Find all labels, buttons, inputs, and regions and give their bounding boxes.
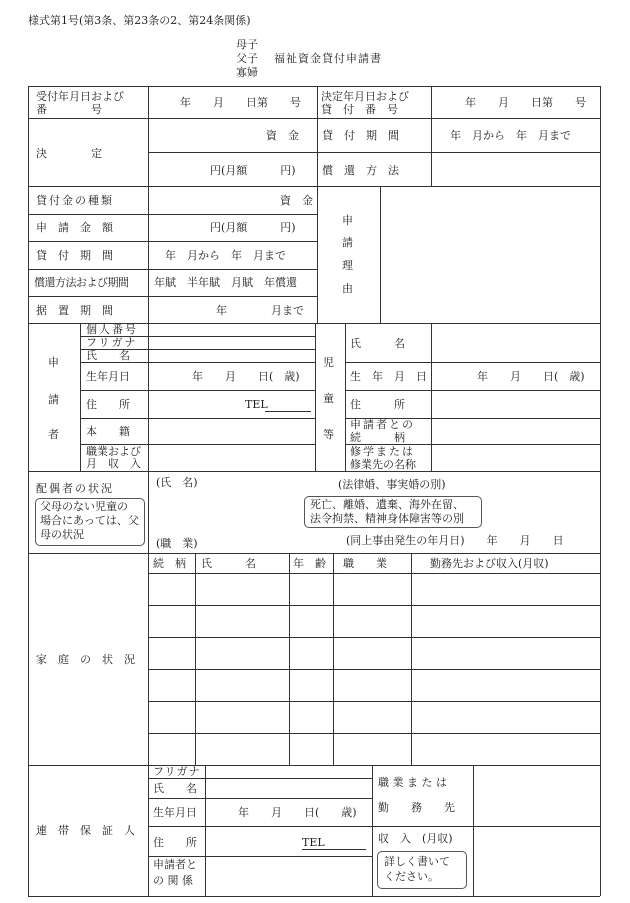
spouse-marriage: (法律婚、事実婚の別) [338, 478, 446, 491]
receipt-label-2: 番 号 [36, 103, 102, 116]
decision-label-2: 貸 付 番 号 [321, 103, 398, 116]
guarantor-detail-1: 詳しく書いて [384, 855, 450, 868]
guarantor-job-2: 勤 務 先 [378, 801, 455, 814]
family-label: 家 庭 の 状 況 [36, 653, 135, 666]
guarantor-income: 収 入 (月収) [378, 832, 453, 845]
guarantor-label: 連 帯 保 証 人 [36, 824, 135, 837]
applicant-birthdate: 生年月日 [86, 370, 130, 383]
loan-repay-value: 年賦 半年賦 月賦 年償還 [154, 276, 297, 289]
spouse-label: 配偶者の状況 [36, 482, 114, 495]
child-side-3: 等 [323, 428, 334, 441]
family-header-relation: 続 柄 [153, 557, 186, 570]
applicant-tel: TEL [245, 398, 268, 411]
loan-type-value: 資 金 [280, 194, 313, 207]
loan-period-label: 貸 付 期 間 [36, 249, 113, 262]
child-school-1: 修学または [350, 445, 415, 458]
spouse-note-2: 場合にあっては、父 [40, 514, 139, 527]
loan-defer-label: 据 置 期 間 [36, 304, 113, 317]
loan-defer-value: 年 月まで [216, 304, 304, 317]
form-title: 福祉資金貸付申請書 [274, 52, 382, 65]
loan-repay-label: 償還方法および期間 [34, 276, 129, 289]
applicant-address: 住 所 [86, 398, 130, 411]
applicant-birth-value: 年 月 日( 歳) [192, 370, 300, 383]
child-relation-1: 申請者との [350, 418, 415, 431]
decision-label-1: 決定年月日および [321, 90, 409, 103]
applicant-personal-number: 個人番号 [86, 323, 138, 336]
applicant-furigana: フリガナ [86, 336, 138, 349]
loan-amount-value: 円(月額 円) [210, 221, 296, 234]
child-side-1: 児 [323, 356, 334, 369]
loan-reason-4: 由 [342, 282, 353, 295]
decision-value: 年 月 日第 号 [465, 96, 586, 109]
form-number: 様式第1号(第3条、第23条の2、第24条関係) [28, 14, 251, 27]
family-header-workplace: 勤務先および収入(月収) [430, 557, 549, 570]
guarantor-tel: TEL [302, 836, 325, 849]
applicant-domicile: 本 籍 [86, 425, 130, 438]
guarantor-address: 住 所 [153, 836, 197, 849]
guarantor-birthdate: 生年月日 [153, 806, 197, 819]
spouse-name: (氏 名) [156, 476, 198, 489]
spouse-reason-1: 死亡、離婚、遺棄、海外在留、 [310, 498, 464, 511]
loan-period-value: 年 月から 年 月まで [165, 249, 286, 262]
family-header-job: 職 業 [343, 557, 387, 570]
receipt-label-1: 受付年月日および [36, 90, 124, 103]
guarantor-relation-1: 申請者と [153, 858, 197, 871]
guarantor-birth-value: 年 月 日( 歳) [238, 806, 357, 819]
receipt-value: 年 月 日第 号 [180, 96, 301, 109]
spouse-date: (同上事由発生の年月日) 年 月 日 [346, 534, 564, 547]
spouse-job: (職 業) [156, 537, 198, 550]
loan-amount-label: 申 請 金 額 [36, 221, 113, 234]
loan-type-label: 貸付金の種類 [36, 194, 114, 207]
child-relation-2: 続 柄 [350, 431, 405, 444]
loan-reason-3: 理 [342, 259, 353, 272]
child-birth-value: 年 月 日( 歳) [477, 370, 585, 383]
loan-reason-2: 請 [342, 236, 353, 249]
child-address: 住 所 [350, 398, 405, 411]
guarantor-name: 氏 名 [153, 782, 197, 795]
decision-amount: 円(月額 円) [210, 164, 296, 177]
decision-fund: 資 金 [266, 129, 299, 142]
child-side-2: 童 [323, 392, 334, 405]
family-header-age: 年 齢 [293, 557, 326, 570]
spouse-note-1: 父母のない児童の [40, 500, 128, 513]
applicant-job-1: 職業および [86, 445, 141, 458]
child-birthdate: 生 年 月 日 [350, 370, 427, 383]
guarantor-furigana: フリガナ [153, 765, 201, 778]
spouse-reason-2: 法令拘禁、精神身体障害等の別 [310, 512, 464, 525]
applicant-name: 氏 名 [86, 349, 130, 362]
applicant-side-3: 者 [48, 428, 59, 441]
family-header-name: 氏 名 [201, 557, 256, 570]
guarantor-detail-2: ください。 [384, 870, 439, 883]
spouse-note-3: 母の状況 [40, 528, 84, 541]
applicant-job-2: 月 収 入 [86, 457, 141, 470]
decision-period-label: 貸 付 期 間 [322, 129, 399, 142]
widow-label: 寡婦 [236, 66, 258, 79]
applicant-side-1: 申 [48, 356, 59, 369]
father-label: 父子 [236, 52, 258, 65]
loan-reason-1: 申 [342, 214, 353, 227]
mother-label: 母子 [236, 38, 258, 51]
decision-period-value: 年 月から 年 月まで [450, 129, 571, 142]
guarantor-relation-2: の 関 係 [153, 874, 193, 887]
child-name: 氏 名 [350, 337, 405, 350]
applicant-side-2: 請 [48, 393, 59, 406]
decision-label: 決 定 [36, 147, 102, 160]
child-school-2: 修業先の名称 [350, 458, 416, 471]
guarantor-job-1: 職 業 ま た は [378, 776, 447, 789]
decision-method-label: 償 還 方 法 [322, 164, 399, 177]
